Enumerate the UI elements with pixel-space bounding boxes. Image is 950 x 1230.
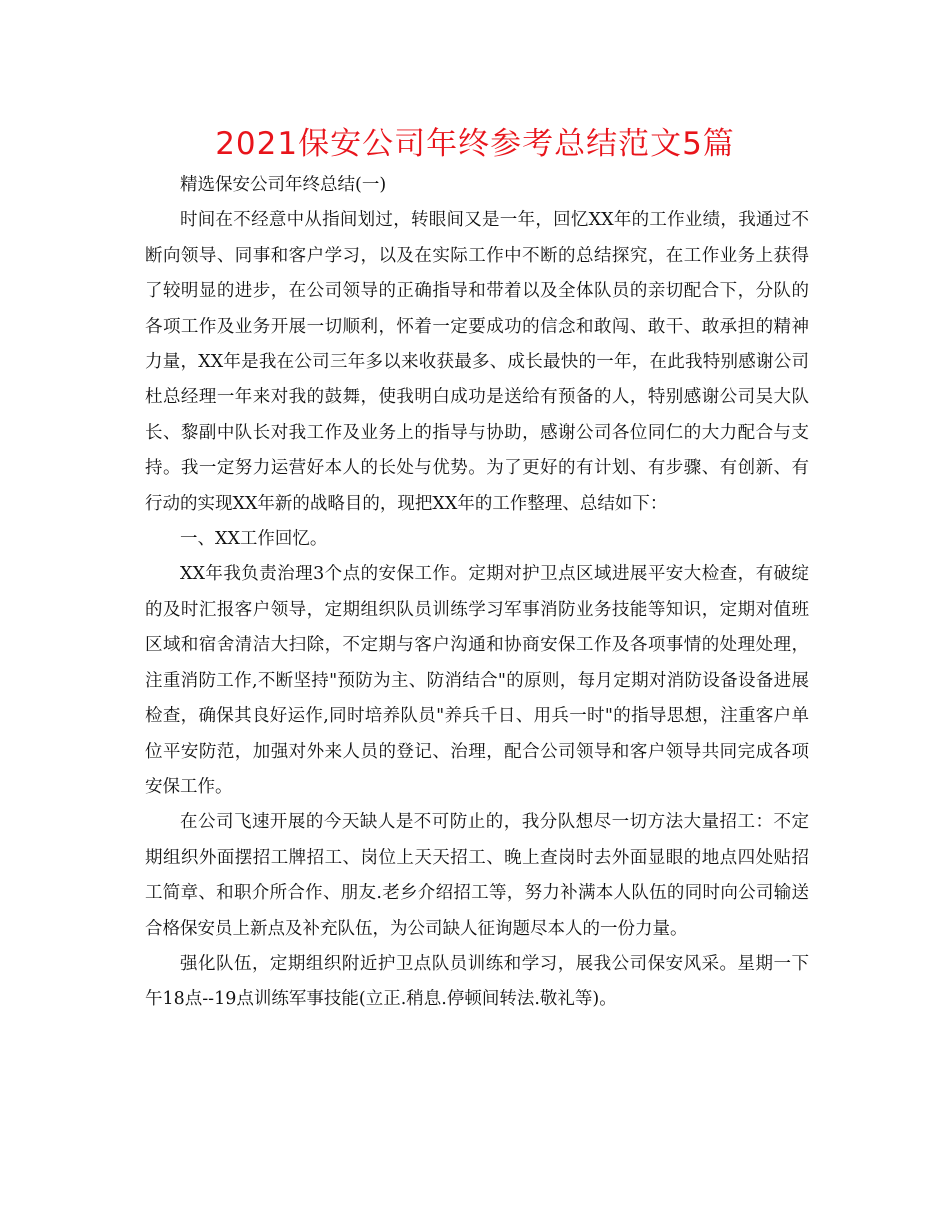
paragraph: 强化队伍，定期组织附近护卫点队员训练和学习，展我公司保安风采。星期一下午18点--19点训练军事技能(立正.稍息.停顿间转法.敬礼等)。 (145, 953, 809, 1010)
paragraph: XX年我负责治理3个点的安保工作。定期对护卫点区域进展平安大检查，有破绽的及时汇报客户领导，定期组织队员训练学习军事消防业务技能等知识，定期对值班区域和宿舍清洁大扫除，不定期与客户沟通和协商安保工作及各项事情的处理处理，注重消防工作,不断坚持"预防为主、防消结合"的原则，每月定期对消防设备设备进展检查，确保其良好运作,同时培养队员"养兵千日、用兵一时"的指导思想，注重客户单位平安防范，加强对外来人员的登记、治理，配合公司领导和客户领导共同完成各项安保工作。 (145, 564, 809, 797)
section-heading: 一、XX工作回忆。 (180, 529, 328, 550)
document-body (145, 168, 809, 1018)
paragraph: 时间在不经意中从指间划过，转眼间又是一年，回忆XX年的工作业绩，我通过不断向领导、同事和客户学习，以及在实际工作中不断的总结探究，在工作业务上获得了较明显的进步，在公司领导的正确指导和带着以及全体队员的亲切配合下，分队的各项工作及业务开展一切顺利，怀着一定要成功的信念和敢闯、敢干、敢承担的精神力量，XX年是我在公司三年多以来收获最多、成长最快的一年，在此我特别感谢公司杜总经理一年来对我的鼓舞，使我明白成功是送给有预备的人，特别感谢公司吴大队长、黎副中队长对我工作及业务上的指导与协助，感谢公司各位同仁的大力配合与支持。我一定努力运营好本人的长处与优势。为了更好的有计划、有步骤、有创新、有行动的实现XX年新的战略目的，现把XX年的工作整理、总结如下： (145, 210, 809, 514)
paragraph: 在公司飞速开展的今天缺人是不可防止的，我分队想尽一切方法大量招工：不定期组织外面摆招工牌招工、岗位上天天招工、晚上查岗时去外面显眼的地点四处贴招工简章、和职介所合作、朋友.老乡介绍招工等，努力补满本人队伍的同时向公司输送合格保安员上新点及补充队伍，为公司缺人征询题尽本人的一份力量。 (145, 812, 809, 939)
section-heading: 精选保安公司年终总结(一) (180, 175, 387, 195)
document-title: 2021保安公司年终参考总结范文5篇 (215, 126, 735, 162)
